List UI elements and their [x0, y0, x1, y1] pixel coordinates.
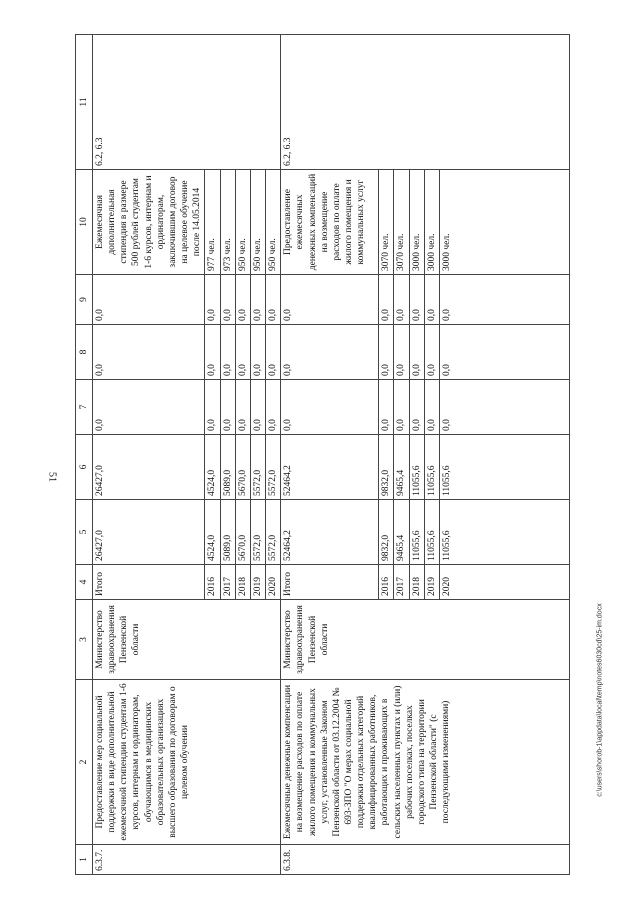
funding-total: 9832,0 — [379, 500, 394, 565]
column-header: 2 — [76, 680, 93, 845]
funding-c8: 0,0 — [266, 325, 281, 380]
funding-regional: 5572,0 — [266, 435, 281, 500]
measure-description: Ежемесячные денежные компенсации на возмещение расходов по оплате жилого помещения и коммунальных услуг, установленные Законом Пензенской области от 03.12.2004 № 693-ЗПО "О мерах социальной поддержки отдельных категорий квалифицированных работников, работающих и проживающих в сельских населенных пунктах и (или) рабочих поселках, поселках городского типа на территории Пензенской области" (с последующими изменениями) — [281, 680, 570, 845]
funding-total: 5089,0 — [220, 500, 235, 565]
funding-c7: 0,0 — [266, 380, 281, 435]
funding-c7: 0,0 — [205, 380, 220, 435]
funding-regional: 26427,0 — [93, 435, 205, 500]
indicator-value: 950 чел. — [266, 170, 281, 275]
funding-c7: 0,0 — [250, 380, 265, 435]
funding-c9: 0,0 — [281, 275, 379, 325]
funding-c9: 0,0 — [266, 275, 281, 325]
funding-c8: 0,0 — [220, 325, 235, 380]
funding-c9: 0,0 — [409, 275, 424, 325]
funding-c7: 0,0 — [424, 380, 439, 435]
funding-c9: 0,0 — [424, 275, 439, 325]
funding-c7: 0,0 — [394, 380, 409, 435]
funding-c8: 0,0 — [394, 325, 409, 380]
funding-total: 5670,0 — [235, 500, 250, 565]
funding-total: 4524,0 — [205, 500, 220, 565]
funding-regional: 5089,0 — [220, 435, 235, 500]
funding-c8: 0,0 — [250, 325, 265, 380]
indicator-value: 973 чел. — [220, 170, 235, 275]
year-cell: Итого — [281, 565, 379, 600]
target-reference: 6.2, 6.3 — [281, 35, 570, 170]
funding-c7: 0,0 — [439, 380, 569, 435]
funding-total: 5572,0 — [250, 500, 265, 565]
funding-regional: 5670,0 — [235, 435, 250, 500]
section-total-row — [93, 35, 205, 875]
program-measures-table — [75, 34, 570, 875]
year-cell: 2016 — [205, 565, 220, 600]
funding-regional: 11055,6 — [409, 435, 424, 500]
indicator-value: 950 чел. — [235, 170, 250, 275]
funding-c7: 0,0 — [281, 380, 379, 435]
indicator-value: 3000 чел. — [439, 170, 569, 275]
year-cell: 2020 — [266, 565, 281, 600]
funding-c7: 0,0 — [409, 380, 424, 435]
year-cell: 2017 — [394, 565, 409, 600]
funding-c9: 0,0 — [205, 275, 220, 325]
column-header: 5 — [76, 500, 93, 565]
funding-total: 5572,0 — [266, 500, 281, 565]
column-header: 1 — [76, 845, 93, 875]
year-cell: 2018 — [409, 565, 424, 600]
funding-c7: 0,0 — [220, 380, 235, 435]
section-total-row — [281, 35, 379, 875]
funding-c9: 0,0 — [93, 275, 205, 325]
funding-regional: 52464,2 — [281, 435, 379, 500]
funding-c8: 0,0 — [235, 325, 250, 380]
indicator-value: 3070 чел. — [379, 170, 394, 275]
column-header: 10 — [76, 170, 93, 275]
year-cell: Итого — [93, 565, 205, 600]
funding-c8: 0,0 — [379, 325, 394, 380]
year-cell: 2016 — [379, 565, 394, 600]
funding-c8: 0,0 — [424, 325, 439, 380]
indicator-value: 3000 чел. — [409, 170, 424, 275]
funding-total: 11055,6 — [409, 500, 424, 565]
funding-total: 26427,0 — [93, 500, 205, 565]
funding-c8: 0,0 — [409, 325, 424, 380]
measure-number: 6.3.8. — [281, 845, 570, 875]
column-number-row — [76, 35, 93, 875]
funding-total: 11055,6 — [439, 500, 569, 565]
indicator-value: 3000 чел. — [424, 170, 439, 275]
column-header: 6 — [76, 435, 93, 500]
indicator-description: Предоставление ежемесячных денежных компенсаций на возмещение расходов по оплате жилого помещения и коммунальных услуг — [281, 170, 379, 275]
footer-file-path: c:\users\shorob-1\appdata\local\temp\notes6030cd\25-im.docx — [596, 603, 604, 797]
funding-regional: 9465,4 — [394, 435, 409, 500]
target-reference: 6.2, 6.3 — [93, 35, 281, 170]
year-cell: 2019 — [250, 565, 265, 600]
funding-total: 52464,2 — [281, 500, 379, 565]
executor: Министерство здравоохранения Пензенской области — [93, 600, 281, 680]
measure-description: Предоставление мер социальной поддержки в виде дополнительной ежемесячной стипендии студентам 1-6 курсов, интернам и ординаторам, обучающимся в медицинских образовательных организациях высшего образования по договорам о целевом обучении — [93, 680, 281, 845]
column-header: 7 — [76, 380, 93, 435]
funding-c8: 0,0 — [281, 325, 379, 380]
year-cell: 2020 — [439, 565, 569, 600]
page-number: 51 — [46, 472, 58, 482]
funding-c9: 0,0 — [235, 275, 250, 325]
indicator-description: Ежемесячная дополнительная стипендия в размере 500 рублей студентам 1-6 курсов, интернам и ординаторам, заключившим договор на целевое обучение после 14.05.2014 — [93, 170, 205, 275]
funding-c7: 0,0 — [93, 380, 205, 435]
funding-regional: 5572,0 — [250, 435, 265, 500]
indicator-value: 3070 чел. — [394, 170, 409, 275]
funding-total: 9465,4 — [394, 500, 409, 565]
funding-total: 11055,6 — [424, 500, 439, 565]
rotated-table-container — [75, 35, 590, 875]
measure-number: 6.3.7. — [93, 845, 281, 875]
funding-regional: 9832,0 — [379, 435, 394, 500]
year-cell: 2018 — [235, 565, 250, 600]
indicator-value: 950 чел. — [250, 170, 265, 275]
column-header: 8 — [76, 325, 93, 380]
funding-regional: 4524,0 — [205, 435, 220, 500]
funding-c7: 0,0 — [379, 380, 394, 435]
column-header: 3 — [76, 600, 93, 680]
year-cell: 2019 — [424, 565, 439, 600]
indicator-value: 977 чел. — [205, 170, 220, 275]
funding-c8: 0,0 — [93, 325, 205, 380]
funding-regional: 11055,6 — [439, 435, 569, 500]
funding-c9: 0,0 — [394, 275, 409, 325]
column-header: 11 — [76, 35, 93, 170]
funding-c9: 0,0 — [250, 275, 265, 325]
column-header: 9 — [76, 275, 93, 325]
funding-regional: 11055,6 — [424, 435, 439, 500]
year-cell: 2017 — [220, 565, 235, 600]
funding-c8: 0,0 — [205, 325, 220, 380]
funding-c8: 0,0 — [439, 325, 569, 380]
executor: Министерство здравоохранения Пензенской области — [281, 600, 570, 680]
funding-c9: 0,0 — [379, 275, 394, 325]
funding-c9: 0,0 — [220, 275, 235, 325]
column-header: 4 — [76, 565, 93, 600]
funding-c7: 0,0 — [235, 380, 250, 435]
funding-c9: 0,0 — [439, 275, 569, 325]
